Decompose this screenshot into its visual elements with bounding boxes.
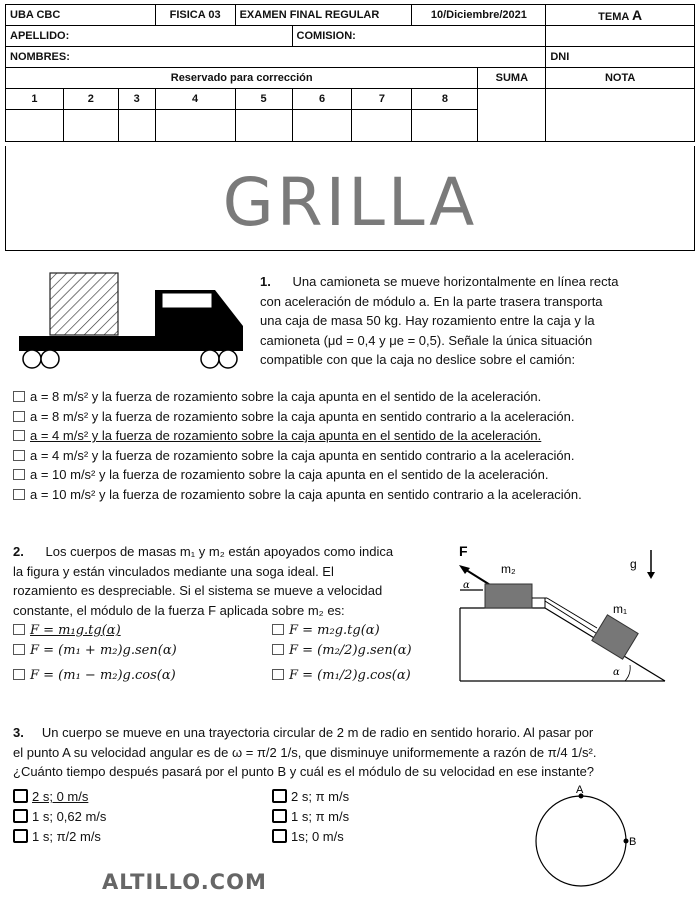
blank-cell	[546, 26, 695, 47]
reserved-label: Reservado para corrección	[6, 68, 478, 89]
m1-label: m₁	[613, 602, 628, 616]
q2-option[interactable]: F = m₁g.tg(α)	[13, 620, 121, 641]
q3-line: el punto A su velocidad angular es de ω = π/2 1/s, que disminuye uniformemente a razón de π/4 1/s².	[13, 744, 597, 760]
q2-option[interactable]: F = (m₁ + m₂)g.sen(α)	[13, 640, 177, 661]
q1-line: camioneta (μd = 0,4 y μe = 0,5). Señale la única situación	[260, 332, 593, 348]
col-4: 4	[155, 89, 235, 110]
point-a-label: A	[576, 784, 584, 796]
nota-label: NOTA	[546, 68, 695, 89]
q1-line: 1. Una camioneta se mueve horizontalmente en línea recta	[260, 274, 619, 289]
apellido-field[interactable]: APELLIDO:	[6, 26, 293, 47]
wheel	[201, 350, 219, 368]
col-7: 7	[352, 89, 412, 110]
score-box[interactable]	[155, 110, 235, 142]
wheel	[23, 350, 41, 368]
q2-option[interactable]: F = (m₁/2)g.cos(α)	[272, 665, 411, 686]
col-2: 2	[63, 89, 118, 110]
score-box[interactable]	[412, 110, 478, 142]
checkbox-icon[interactable]	[13, 624, 25, 635]
block-m1	[592, 615, 638, 659]
checkbox-icon[interactable]	[13, 450, 25, 461]
force-label: F	[459, 543, 468, 559]
score-box[interactable]	[352, 110, 412, 142]
q2-line: la figura y están vinculados mediante una soga ideal. El	[13, 563, 334, 579]
checkbox-icon[interactable]	[272, 624, 284, 635]
q2-statement	[13, 542, 435, 620]
col-6: 6	[292, 89, 352, 110]
date-cell: 10/Diciembre/2021	[412, 5, 546, 26]
checkbox-icon[interactable]	[13, 469, 25, 480]
q2-line: rozamiento es despreciable. Si el sistema se mueve a velocidad	[13, 583, 383, 598]
wheel	[219, 350, 237, 368]
truck-figure	[12, 268, 246, 376]
col-3: 3	[118, 89, 155, 110]
nota-box[interactable]	[546, 89, 695, 142]
block-m2	[485, 584, 532, 608]
q3-option[interactable]: 2 s; π m/s	[272, 787, 349, 807]
q1-line: compatible con que la caja no deslice sobre el camión:	[260, 352, 576, 367]
col-8: 8	[412, 89, 478, 110]
footer-watermark: ALTILLO.COM	[102, 870, 267, 894]
checkbox-icon[interactable]	[13, 489, 25, 500]
rope	[547, 598, 597, 628]
checkbox-icon[interactable]	[13, 829, 28, 843]
checkbox-icon[interactable]	[13, 411, 25, 422]
point-b-label: B	[629, 836, 637, 848]
col-1: 1	[6, 89, 64, 110]
q2-option[interactable]: F = (m₂/2)g.sen(α)	[272, 640, 412, 661]
checkbox-icon[interactable]	[13, 669, 25, 680]
q3-option[interactable]: 2 s; 0 m/s	[13, 787, 88, 807]
score-box[interactable]	[235, 110, 292, 142]
exam-cell: EXAMEN FINAL REGULAR	[235, 5, 412, 26]
score-box[interactable]	[6, 110, 64, 142]
q2-line: 2. Los cuerpos de masas m₁ y m₂ están apoyados como indica	[13, 544, 394, 559]
cargo-box	[50, 273, 118, 335]
q3-option[interactable]: 1s; 0 m/s	[272, 827, 344, 847]
score-box[interactable]	[63, 110, 118, 142]
checkbox-icon[interactable]	[272, 669, 284, 680]
q2-option[interactable]: F = (m₁ − m₂)g.cos(α)	[13, 665, 176, 686]
q3-option[interactable]: 1 s; π/2 m/s	[13, 827, 101, 847]
q1-option[interactable]: a = 10 m/s² y la fuerza de rozamiento sobre la caja apunta en sentido contrario a la aceleración.	[13, 485, 582, 505]
angle-label: α	[463, 580, 470, 591]
q1-option[interactable]: a = 8 m/s² y la fuerza de rozamiento sobre la caja apunta en sentido contrario a la aceleración.	[13, 407, 582, 427]
arrowhead-icon	[459, 565, 470, 574]
score-box[interactable]	[118, 110, 155, 142]
q1-line: con aceleración de módulo a. En la parte trasera transporta	[260, 293, 603, 309]
tema-cell: TEMA A	[546, 5, 695, 26]
checkbox-icon[interactable]	[13, 789, 28, 803]
checkbox-icon[interactable]	[272, 809, 287, 823]
checkbox-icon[interactable]	[272, 829, 287, 843]
circle-figure	[530, 782, 642, 898]
m2-label: m₂	[501, 562, 516, 576]
q2-line: constante, el módulo de la fuerza F aplicada sobre m₂ es:	[13, 602, 345, 618]
arrowhead-icon	[647, 572, 655, 579]
q1-line: una caja de masa 50 kg. Hay rozamiento entre la caja y la	[260, 313, 595, 328]
header-table	[5, 4, 695, 142]
grilla-box	[5, 146, 695, 251]
q1-option[interactable]: a = 4 m/s² y la fuerza de rozamiento sobre la caja apunta en sentido contrario a la aceleración.	[13, 446, 582, 466]
point-b	[624, 839, 629, 844]
wheel	[41, 350, 59, 368]
checkbox-icon[interactable]	[13, 644, 25, 655]
q3-statement	[13, 723, 693, 782]
circular-path	[536, 796, 626, 886]
q1-option[interactable]: a = 10 m/s² y la fuerza de rozamiento sobre la caja apunta en el sentido de la aceleración.	[13, 465, 582, 485]
grilla-title: GRILLA	[222, 164, 478, 241]
subject-cell: FISICA 03	[155, 5, 235, 26]
q3-option[interactable]: 1 s; π m/s	[272, 807, 349, 827]
col-5: 5	[235, 89, 292, 110]
nombres-field[interactable]: NOMBRES:	[6, 47, 546, 68]
truck-bed	[19, 336, 157, 351]
score-box[interactable]	[292, 110, 352, 142]
suma-label: SUMA	[478, 68, 546, 89]
school-cell: UBA CBC	[6, 5, 156, 26]
checkbox-icon[interactable]	[13, 391, 25, 402]
q2-option[interactable]: F = m₂g.tg(α)	[272, 620, 380, 641]
gravity-label: g	[630, 557, 637, 571]
incline-figure	[455, 540, 670, 690]
q3-option[interactable]: 1 s; 0,62 m/s	[13, 807, 106, 827]
dni-field[interactable]: DNI	[546, 47, 695, 68]
checkbox-icon[interactable]	[13, 430, 25, 441]
suma-box[interactable]	[478, 89, 546, 142]
q3-line: ¿Cuánto tiempo después pasará por el punto B y cuál es el módulo de su velocidad en ese instante?	[13, 764, 595, 779]
checkbox-icon[interactable]	[272, 644, 284, 655]
q3-line: 3. Un cuerpo se mueve en una trayectoria circular de 2 m de radio en sentido horario. Al pasar por	[13, 725, 594, 740]
cab-window	[162, 293, 212, 308]
q1-options	[13, 387, 582, 504]
comision-field[interactable]: COMISION:	[292, 26, 546, 47]
q1-option[interactable]: a = 4 m/s² y la fuerza de rozamiento sobre la caja apunta en el sentido de la aceleración.	[13, 426, 582, 446]
angle-label: α	[613, 667, 620, 678]
checkbox-icon[interactable]	[272, 789, 287, 803]
q1-option[interactable]: a = 8 m/s² y la fuerza de rozamiento sobre la caja apunta en el sentido de la aceleración.	[13, 387, 582, 407]
checkbox-icon[interactable]	[13, 809, 28, 823]
q1-statement	[260, 272, 692, 370]
